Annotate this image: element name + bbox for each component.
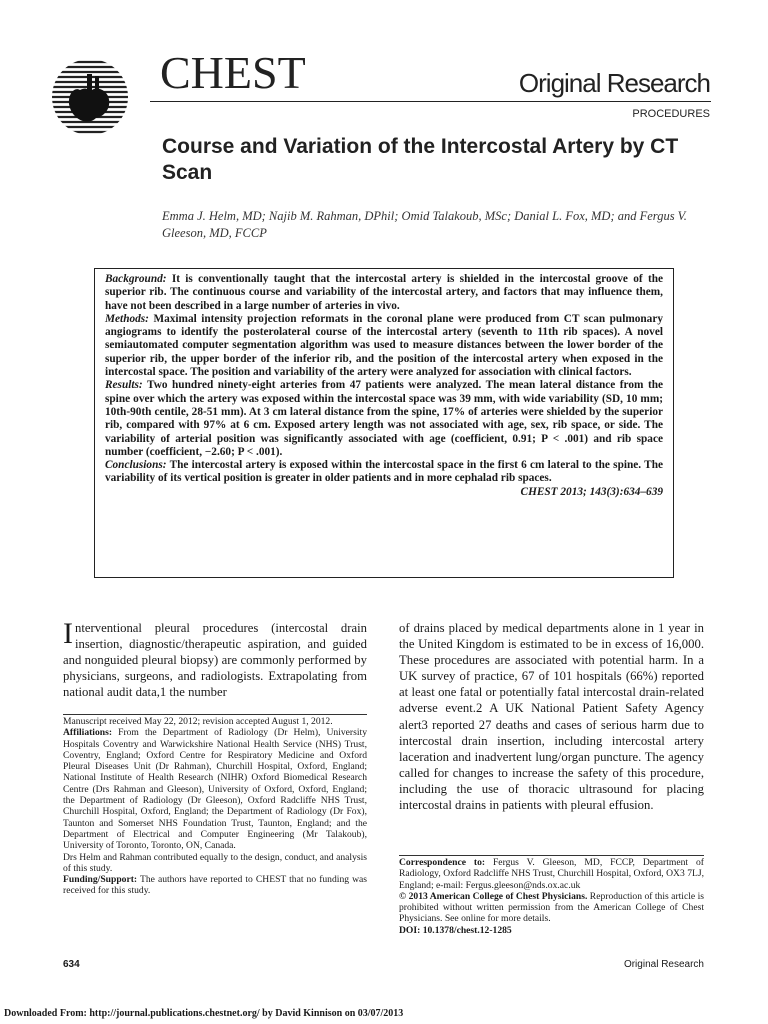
citation: CHEST 2013; 143(3):634–639: [520, 485, 663, 498]
footnotes-left: [63, 714, 367, 897]
manuscript-received: Manuscript received May 22, 2012; revision accepted August 1, 2012.: [63, 716, 333, 727]
page-number: 634: [63, 959, 80, 970]
download-notice: Downloaded From: http://journal.publications.chestnet.org/ by David Kinnison on 03/07/2013: [4, 1008, 404, 1019]
chest-journal-logo-icon: [50, 56, 130, 138]
affiliations-text: From the Department of Radiology (Dr Helm), University Hospitals Coventry and Warwickshire National Health Service (NHS) Trust, Coventry, England; Oxford Centre for Respiratory Medicine and Oxford Pleural Diseases Unit (Dr Rahman), Churchill Hospital, Oxford, England; National Institute of Health Research (NIHR) Oxford Biomedical Research Centre (Drs Rahman and Gleeson), University of Oxford, Oxford, England; the Department of Radiology (Dr Gleeson), Oxford Radcliffe NHS Trust, Churchill Hospital, Oxford, England; the Department of Radiology (Dr Fox), Taunton and Somerset NHS Foundation Trust, Taunton, England; and the Department of Electrical and Computer Engineering (Mr Talakoub), University of Toronto, Toronto, ON, Canada.: [63, 727, 367, 852]
funding-label: Funding/Support:: [63, 874, 138, 886]
footnotes-right: [399, 855, 704, 936]
copyright-text: Reproduction of this article is prohibited without written permission from the American College of Chest Physicians. See online for more details.: [399, 890, 704, 925]
abstract-background: [105, 273, 663, 313]
copyright: [399, 891, 704, 925]
citation-row: [105, 486, 663, 499]
funding-text: The authors have reported to CHEST that no funding was received for this study.: [63, 874, 367, 897]
section-title: Original Research: [518, 68, 710, 98]
body-column-right: [399, 620, 704, 813]
abstract-results: [105, 379, 663, 459]
funding: [63, 874, 367, 897]
correspondence-text: Fergus V. Gleeson, MD, FCCP, Department of Radiology, Oxford Radcliffe NHS Trust, Churchill Hospital, Oxford, OX3 7LJ, England; e-mail: Fergus.gleeson@nds.ox.ac.uk: [399, 857, 704, 891]
abstract-background-label: Background:: [105, 273, 167, 285]
body-left-text: nterventional pleural procedures (intercostal drain insertion, diagnostic/therapeutic aspiration, and guided and nonguided pleural biopsy) are commonly performed by physicians, surgeons, and radiologists. Extrapolating from national audit data,1 the number: [63, 621, 367, 700]
affiliations: [63, 727, 367, 851]
abstract-box: [94, 268, 674, 578]
drop-cap: I: [63, 617, 73, 650]
abstract-methods: [105, 313, 663, 379]
author-contribution: Drs Helm and Rahman contributed equally to the design, conduct, and analysis of this study.: [63, 851, 367, 874]
abstract-conclusions-text: The intercostal artery is exposed within the intercostal space in the first 6 cm lateral to the spine. The variability of its vertical position is greater in older patients and in more cephalad rib spaces.: [105, 459, 663, 485]
article-title: Course and Variation of the Intercostal Artery by CT Scan: [162, 135, 679, 184]
body-right-text: of drains placed by medical departments alone in 1 year in the United Kingdom is estimated to be in excess of 16,000. These procedures are associated with potential harm. In a UK survey of practice, 67 of 101 hospitals (66%) reported at least one fatal or potentially fatal intercostal drain-related adverse event.2 A UK National Patient Safety Agency alert3 reported 27 deaths and cases of serious harm due to intercostal drain insertion, including intercostal artery laceration and inadvertent lung/organ puncture. The agency called for changes to increase the safety of this procedure, including the use of thoracic ultrasound for placing intercostal drains in patients with pleural effusion.: [399, 621, 704, 813]
affiliations-label: Affiliations:: [63, 727, 113, 739]
doi: DOI: 10.1378/chest.12-1285: [399, 924, 512, 936]
journal-name: CHEST: [160, 47, 306, 98]
abstract-conclusions-label: Conclusions:: [105, 459, 167, 472]
correspondence: [399, 857, 704, 891]
abstract-conclusions: [105, 459, 663, 486]
article-category: PROCEDURES: [632, 108, 710, 120]
footer-section-label: Original Research: [623, 959, 704, 970]
abstract-results-label: Results:: [105, 379, 143, 392]
abstract-background-text: It is conventionally taught that the intercostal artery is shielded in the intercostal groove of the superior rib. The continuous course and variability of the intercostal artery, and factors that may influence them, have not been described in a large number of arteries in vivo.: [105, 273, 663, 312]
author-list: Emma J. Helm, MD; Najib M. Rahman, DPhil; Omid Talakoub, MSc; Danial L. Fox, MD; and Fergus V. Gleeson, MD, FCCP: [162, 209, 687, 240]
body-column-left: [63, 617, 367, 700]
header-divider: [150, 101, 711, 102]
abstract-methods-text: Maximal intensity projection reformats in the coronal plane were produced from CT scan pulmonary angiograms to identify the posterolateral course of the intercostal artery (seventh to 11th rib spaces). A novel semiautomated computer segmentation algorithm was used to measure distances between the lower border of the superior rib, the upper border of the inferior rib, and the position of the intercostal artery when exposed in the intercostal space. The position and variability of the artery were analyzed for association with clinical factors.: [105, 312, 663, 379]
abstract-results-text: Two hundred ninety-eight arteries from 47 patients were analyzed. The mean lateral distance from the spine over which the artery was exposed within the intercostal space was 39 mm, with wide variability (SD, 10 mm; 10th-90th centile, 28-51 mm). At 3 cm lateral distance from the spine, 17% of arteries were shielded by the superior rib, compared with 97% at 6 cm. Exposed artery length was not associated with age, sex, rib space, or side. The variability of arterial position was significantly associated with age (coefficient, 0.91; P < .001) and rib space number (coefficient, −2.60; P < .001).: [105, 379, 664, 458]
correspondence-label: Correspondence to:: [399, 857, 486, 868]
abstract-methods-label: Methods:: [105, 312, 149, 325]
copyright-label: © 2013 American College of Chest Physicians.: [399, 890, 588, 902]
